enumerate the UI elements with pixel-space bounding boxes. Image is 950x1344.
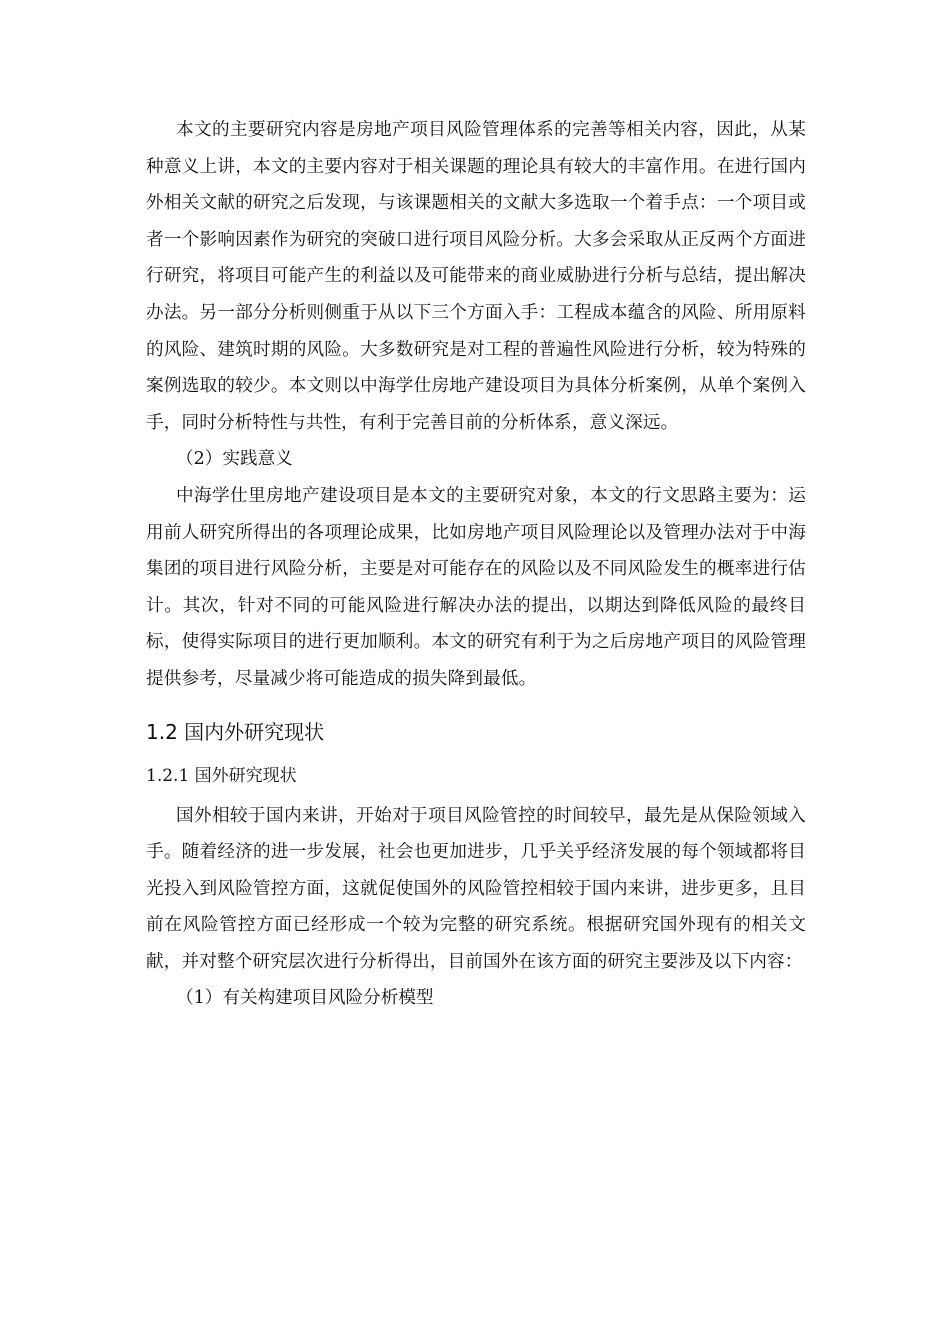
- subsection-heading-1-2-1: 1.2.1 国外研究现状: [146, 765, 297, 786]
- list-item-practical-significance: （2）实践意义: [176, 449, 293, 470]
- paragraph-foreign-research: 国外相较于国内来讲，开始对于项目风险管控的时间较早，最先是从保险领域入手。随着经济的进一步发展，社会也更加进步，几乎关乎经济发展的每个领域都将目光投入到风险管控方面，这就促使国外的风险管控相较于国内来讲，进步更多，且目前在风险管控方面已经形成一个较为完整的研究系统。根据研究国外现有的相关文献，并对整个研究层次进行分析得出，目前国外在该方面的研究主要涉及以下内容：: [146, 805, 806, 972]
- paragraph-practical-significance: 中海学仕里房地产建设项目是本文的主要研究对象，本文的行文思路主要为：运用前人研究所得出的各项理论成果，比如房地产项目风险理论以及管理办法对于中海集团的项目进行风险分析，主要是对可能存在的风险以及不同风险发生的概率进行估计。其次，针对不同的可能风险进行解决办法的提出，以期达到降低风险的最终目标，使得实际项目的进行更加顺利。本文的研究有利于为之后房地产项目的风险管理提供参考，尽量减少将可能造成的损失降到最低。: [146, 485, 806, 689]
- paragraph-theoretical-significance: 本文的主要研究内容是房地产项目风险管理体系的完善等相关内容，因此，从某种意义上讲，本文的主要内容对于相关课题的理论具有较大的丰富作用。在进行国内外相关文献的研究之后发现，与该课题相关的文献大多选取一个着手点：一个项目或者一个影响因素作为研究的突破口进行项目风险分析。大多会采取从正反两个方面进行研究，将项目可能产生的利益以及可能带来的商业威胁进行分析与总结，提出解决办法。另一部分分析则侧重于从以下三个方面入手：工程成本蕴含的风险、所用原料的风险、建筑时期的风险。大多数研究是对工程的普遍性风险进行分析，较为特殊的案例选取的较少。本文则以中海学仕房地产建设项目为具体分析案例，从单个案例入手，同时分析特性与共性，有利于完善目前的分析体系，意义深远。: [146, 120, 806, 433]
- document-body: [146, 112, 806, 1017]
- list-item-risk-analysis-model: （1）有关构建项目风险分析模型: [176, 988, 434, 1009]
- section-heading-1-2: 1.2 国内外研究现状: [146, 719, 325, 744]
